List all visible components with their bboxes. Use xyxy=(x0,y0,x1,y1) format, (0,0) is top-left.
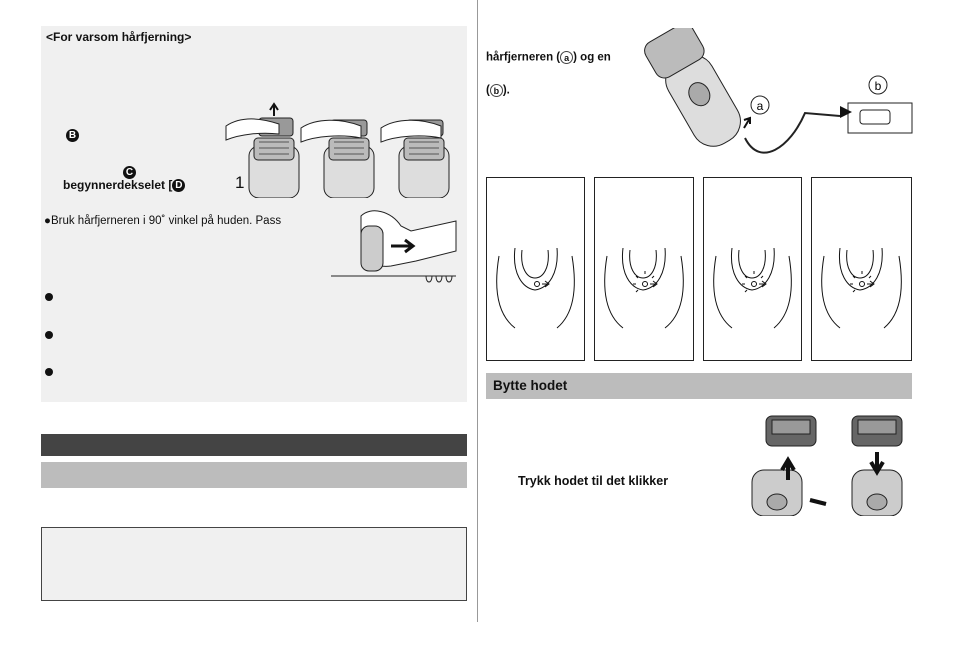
label-a-icon: a xyxy=(560,51,573,64)
column-divider xyxy=(477,0,478,622)
bullet-dot-3 xyxy=(45,368,53,376)
led-frame-3 xyxy=(703,177,802,361)
cover-line xyxy=(63,178,185,192)
led-frame-2 xyxy=(594,177,694,361)
led-frame-1 xyxy=(486,177,585,361)
usage-bullet: ●Bruk hårfjerneren i 90˚ vinkel på huden. Pass xyxy=(44,215,282,227)
led-blink-illustration xyxy=(595,178,693,360)
bullet-dot-1 xyxy=(45,293,53,301)
section-header-bar xyxy=(41,434,467,456)
label-b-icon: b xyxy=(490,84,503,97)
charging-diagram xyxy=(640,28,920,163)
led-blink-illustration-3 xyxy=(812,178,911,360)
usage-bullet-text: Bruk hårfjerneren i 90˚ vinkel på huden. Pass xyxy=(50,215,282,227)
bytte-hodet-title: Bytte hodet xyxy=(493,378,568,393)
bytte-hodet-header xyxy=(486,373,912,399)
angle-illustration xyxy=(331,206,461,286)
head-exchange-illustration xyxy=(744,412,914,516)
charge-text-line1: hårfjerneren ( a ) og en xyxy=(486,51,611,64)
marker-d-icon: D xyxy=(172,179,185,192)
marker-c-icon: C xyxy=(123,166,136,179)
led-blink-illustration-2 xyxy=(704,178,801,360)
led-off-illustration xyxy=(487,178,584,360)
cover-text: begynnerdekselet [ xyxy=(63,178,173,192)
care-info-box xyxy=(41,26,467,402)
step-number: 1 xyxy=(235,173,245,192)
diagram-label-a: a xyxy=(756,99,764,113)
note-box xyxy=(41,527,467,601)
bullet-dot-2 xyxy=(45,331,53,339)
cover-removal-illustration xyxy=(221,98,466,198)
led-frame-4 xyxy=(811,177,912,361)
subsection-header-bar xyxy=(41,462,467,488)
diagram-label-b: b xyxy=(874,79,882,93)
care-heading: <For varsom hårfjerning> xyxy=(46,30,192,44)
marker-b-icon: B xyxy=(66,129,79,142)
charge-text-line2: ( b ). xyxy=(486,84,510,97)
bytte-instruction: Trykk hodet til det klikker xyxy=(518,474,669,488)
